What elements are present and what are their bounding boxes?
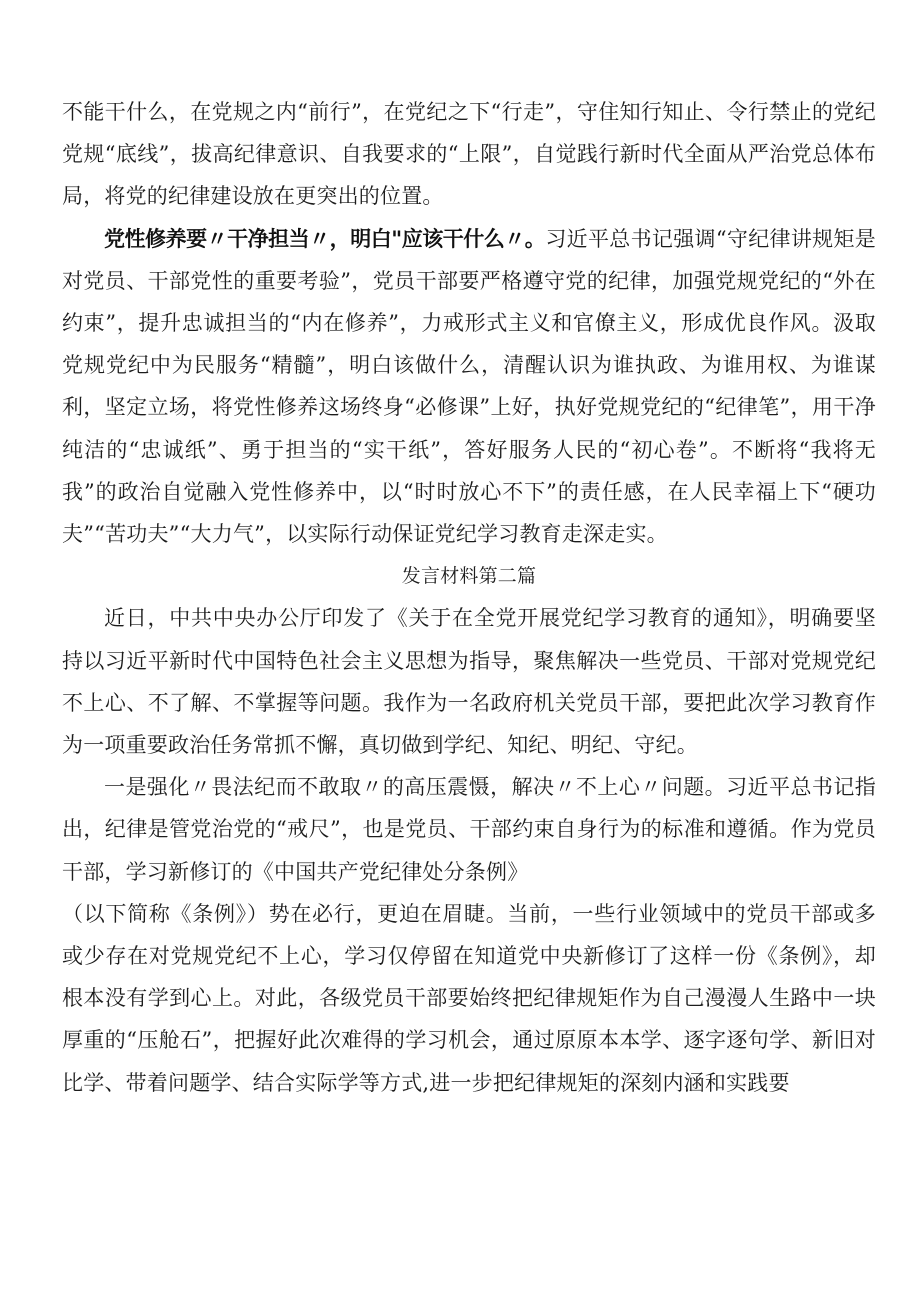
- paragraph-2-lead: 党性修养要〃干净担当〃，明白"应该干什么〃。: [104, 226, 546, 251]
- section-heading: 发言材料第二篇: [401, 565, 537, 588]
- paragraph-5: （以下简称《条例》）势在必行，更迫在眉睫。当前，一些行业领域中的党员干部或多或少存在对党规党纪不上心，学习仅停留在知道党中央新修订了这样一份《条例》，却根本没有学到心上。对此，各级党员干部要始终把纪律规矩作为自己漫漫人生路中一块厚重的“压舱石”，把握好此次难得的学习机会，通过原原本本学、逐字逐句学、新旧对比学、带着问题学、结合实际学等方式,进一步把纪律规矩的深刻内涵和实践要: [62, 901, 876, 1095]
- paragraph-3: 近日，中共中央办公厅印发了《关于在全党开展党纪学习教育的通知》，明确要坚持以习近平新时代中国特色社会主义思想为指导，聚焦解决一些党员、干部对党规党纪不上心、不了解、不掌握等问题。我作为一名政府机关党员干部，要把此次学习教育作为一项重要政治任务常抓不懈，真切做到学纪、知纪、明纪、守纪。: [62, 606, 876, 758]
- paragraph-2: [62, 218, 876, 556]
- paragraph-1: 不能干什么，在党规之内“前行”，在党纪之下“行走”，守住知行知止、令行禁止的党纪党规“底线”，拔高纪律意识、自我要求的“上限”，自觉践行新时代全面从严治党总体布局，将党的纪律建设放在更突出的位置。: [62, 100, 876, 209]
- document-body: [62, 91, 876, 1104]
- paragraph-4: 一是强化〃畏法纪而不敢取〃的高压震慑，解决〃不上心〃问题。习近平总书记指出，纪律是管党治党的“戒尺”，也是党员、干部约束自身行为的标准和遵循。作为党员干部，学习新修订的《中国共产党纪律处分条例》: [62, 775, 876, 884]
- paragraph-2-body: 习近平总书记强调“守纪律讲规矩是对党员、干部党性的重要考验”，党员干部要严格遵守党的纪律，加强党规党纪的“外在约束”，提升忠诚担当的“内在修养”，力戒形式主义和官僚主义，形成优良作风。汲取党规党纪中为民服务“精髓”，明白该做什么，清醒认识为谁执政、为谁用权、为谁谋利，坚定立场，将党性修养这场终身“必修课”上好，执好党规党纪的“纪律笔”，用干净纯洁的“忠诚纸”、勇于担当的“实干纸”，答好服务人民的“初心卷”。不断将“我将无我”的政治自觉融入党性修养中，以“时时放心不下”的责任感，在人民幸福上下“硬功夫”“苦功夫”“大力气”，以实际行动保证党纪学习教育走深走实。: [62, 226, 876, 547]
